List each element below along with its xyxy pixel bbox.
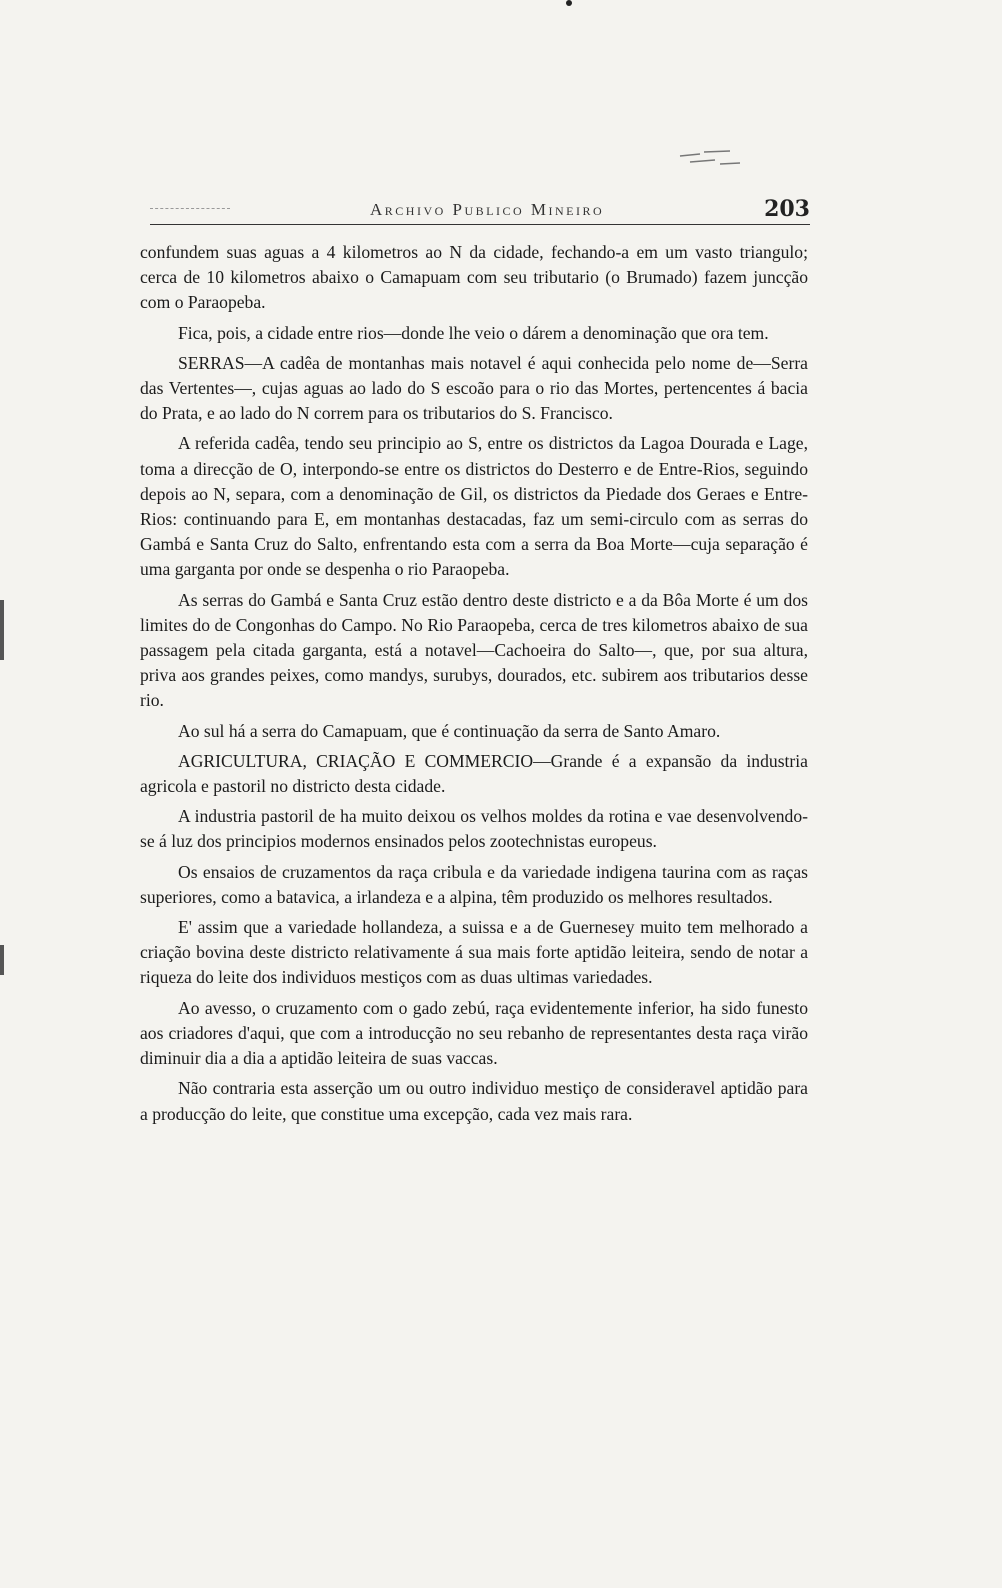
paragraph: E' assim que a variedade hollandeza, a suissa e a de Guernesey muito tem melhorado a criação bovina deste districto relativamente á sua mais forte aptidão leiteira, sendo de notar a riqueza do leite dos individuos mestiços com as duas ultimas variedades. xyxy=(140,917,808,988)
running-header xyxy=(150,196,810,226)
paragraph: Fica, pois, a cidade entre rios—donde lhe veio o dárem a denominação que ora tem. xyxy=(178,322,769,343)
paragraph: Ao avesso, o cruzamento com o gado zebú, raça evidentemente inferior, ha sido funesto aos criadores d'aqui, que com a introducção no seu rebanho de representantes desta raça virão diminuir dia a dia a aptidão leiteira de suas vaccas. xyxy=(140,997,808,1069)
pencil-scribble-mark xyxy=(670,142,750,172)
header-dashes xyxy=(150,208,230,209)
paragraph: SERRAS—A cadêa de montanhas mais notavel é aqui conhecida pelo nome de—Serra das Vertentes—, cujas aguas ao lado do S escoão para o rio das Mortes, pertencentes á bacia do Prata, e ao lado do N correm para os tributarios do S. Francisco. xyxy=(140,352,808,424)
page-body xyxy=(140,240,808,1132)
paragraph: Não contraria esta asserção um ou outro individuo mestiço de consideravel aptidão para a producção do leite, que constitue uma excepção, cada vez mais rara. xyxy=(140,1078,808,1124)
scan-edge-mark xyxy=(0,600,4,660)
paragraph: As serras do Gambá e Santa Cruz estão dentro deste districto e a da Bôa Morte é um dos limites do de Congonhas do Campo. No Rio Paraopeba, cerca de tres kilometros abaixo de sua passagem pela citada garganta, está a notavel—Cachoeira do Salto—, que, por sua altura, priva aos grandes peixes, como mandys, surubys, dourados, etc. subirem aos tributarios desse rio. xyxy=(140,589,808,711)
page-number: 203 xyxy=(764,196,810,222)
paragraph: A industria pastoril de ha muito deixou os velhos moldes da rotina e vae desenvolvendo-se á luz dos principios modernos ensinados pelos zootechnistas europeus. xyxy=(140,806,808,852)
header-rule xyxy=(150,224,810,225)
paragraph: confundem suas aguas a 4 kilometros ao N da cidade, fechando-a em um vasto triangulo; cerca de 10 kilometros abaixo o Camapuam com seu tributario (o Brumado) fazem juncção com o Paraopeba. xyxy=(140,242,808,313)
paragraph: A referida cadêa, tendo seu principio ao S, entre os districtos da Lagoa Dourada e Lage, toma a direcção de O, interpondo-se entre os districtos do Desterro e de Entre-Rios, seguindo depois ao N, separa, com a denominação de Gil, os districtos da Piedade dos Geraes e Entre-Rios: continuando para E, em montanhas destacadas, faz um semi-circulo com as serras do Gambá e Santa Cruz do Salto, enfrentando esta com a serra da Boa Morte—cuja separação é uma garganta por onde se despenha o rio Paraopeba. xyxy=(140,433,808,580)
paragraph: AGRICULTURA, CRIAÇÃO E COMMERCIO—Grande é a expansão da industria agricola e pastoril no districto desta cidade. xyxy=(140,750,808,797)
scan-edge-mark xyxy=(0,945,4,975)
paragraph: Ao sul há a serra do Camapuam, que é continuação da serra de Santo Amaro. xyxy=(178,720,721,741)
paragraph: Os ensaios de cruzamentos da raça cribula e da variedade indigena taurina com as raças superiores, como a batavica, a irlandeza e a alpina, têm produzido os melhores resultados. xyxy=(140,861,808,907)
header-title: Archivo Publico Mineiro xyxy=(370,200,605,219)
ink-dot xyxy=(566,0,572,6)
